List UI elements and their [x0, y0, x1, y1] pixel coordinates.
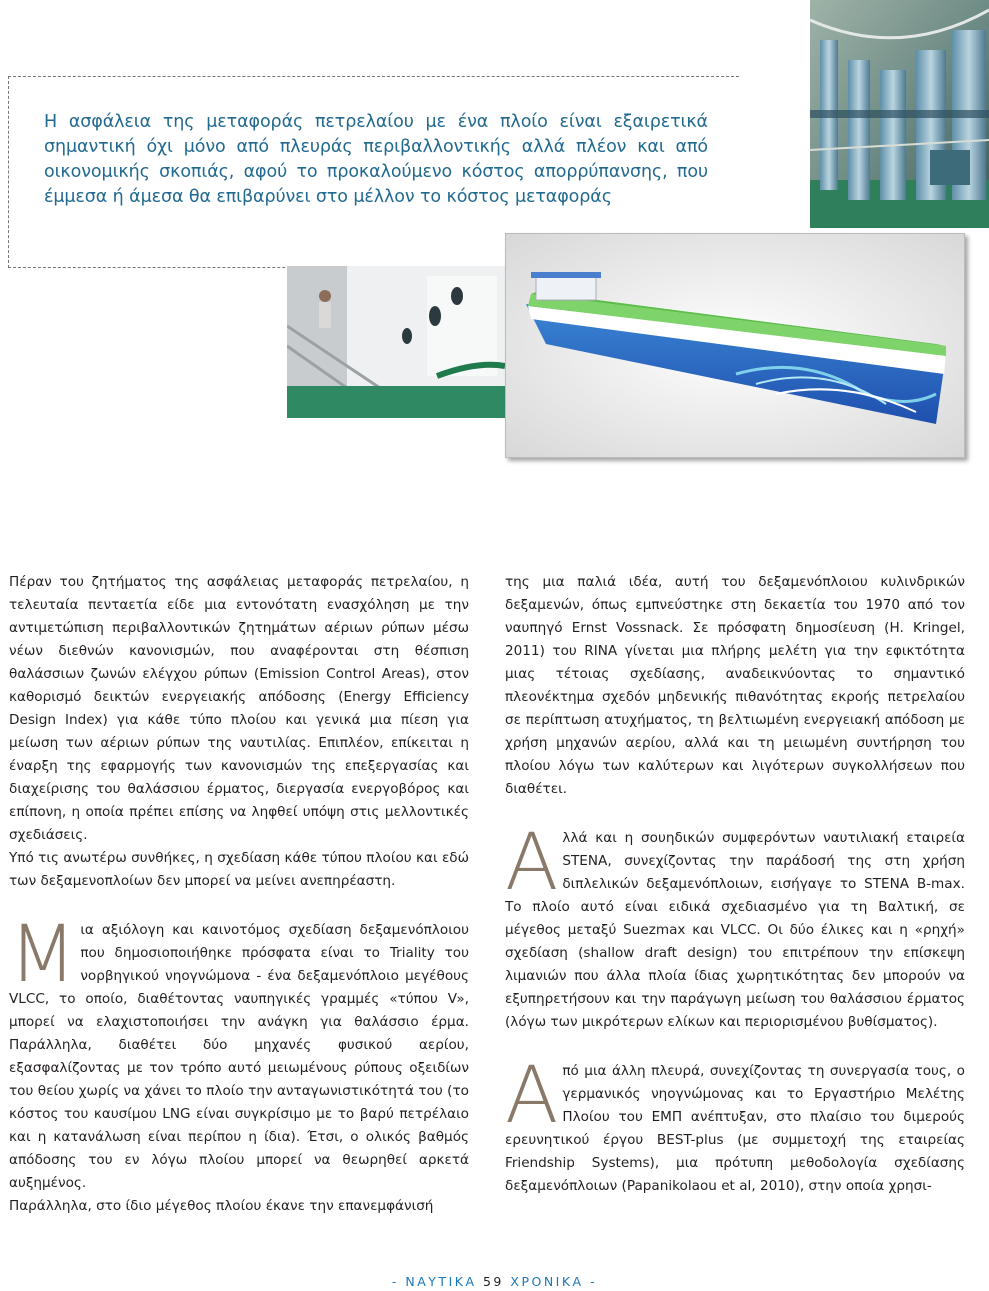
drop-cap: Μ	[9, 910, 77, 1000]
paragraph: Υπό τις ανωτέρω συνθήκες, η σχεδίαση κάθε τύπου πλοίου και εδώ των δεξαμενοπλοίων δεν μπορεί να μείνει ανεπηρέαστη.	[9, 850, 469, 889]
paragraph: Από μια άλλη πλευρά, συνεχίζοντας τη συνεργασία τους, ο γερμανικός νηογνώμονας και το Εργαστήριο Μελέτης Πλοίου του ΕΜΠ ανέπτυξαν, στο πλαίσιο του διμερούς ερευνητικού έργου BEST-plus (με συμμετοχή της εταιρείας Friendship Systems), μια πρότυπη μεθοδολογία σχεδίασης δεξαμενόπλοιων (Papanikolaou et al, 2010), στην οποία χρησι-	[505, 1051, 965, 1194]
footer-left: - ΝΑΥΤΙΚΑ	[391, 1274, 477, 1289]
drop-cap: Α	[505, 1051, 559, 1141]
paragraph: Πέραν του ζητήματος της ασφάλειας μεταφοράς πετρελαίου, η τελευταία πενταετία είδε μια εντονότατη ενασχόληση με την αντιμετώπιση περιβαλλοντικών ζητημάτων αέριων ρύπων μέσω νέων διεθνών κανονισμών, που αναφέρονται στη θέσπιση θαλάσσιων ζωνών ελέγχου ρύπων (Emission Control Areas), στον καθορισμό δεικτών ενεργειακής απόδοσης (Energy Efficiency Design Index) για κάθε τύπο πλοίου και γενικά μια πίεση για μείωση των αέριων ρύπων της ναυτιλίας. Επιπλέον, επίκειται η έναρξη της εφαρμογής των κανονισμών της επεξεργασίας και διαχείρισης του θαλάσσιου έρματος, διεργασία ενεργοβόρος και επίπονη, η οποία πρέπει επίσης να ληφθεί υπόψη στις μελλοντικές σχεδιάσεις.	[9, 574, 469, 843]
page-number: 59	[482, 1274, 504, 1289]
pullquote: Η ασφάλεια της μεταφοράς πετρελαίου με ένα πλοίο είναι εξαιρετικά σημαντική όχι μόνο από πλευράς περιβαλλοντικής αλλά πλέον και από οικονομικής σκοπιάς, αφού το προκαλούμενο κόστος απορρύπανσης, που έμμεσα ή άμεσα θα επιβαρύνει στο μέλλον το κόστος μεταφοράς	[44, 112, 708, 207]
paragraph: Μια αξιόλογη και καινοτόμος σχεδίαση δεξαμενόπλοιου που δημοσιοποιήθηκε πρόσφατα είναι το Triality του νορβηγικού νηογνώμονα - ένα δεξαμενόπλοιο μεγέθους VLCC, το οποίο, διαθέτοντας ναυπηγικές γραμμές «τύπου V», μπορεί να ελαχιστοποιήσει την ανάγκη για θαλάσσιο έρμα. Παράλληλα, διαθέτει δύο μηχανές φυσικού αερίου, εξασφαλίζοντας με τον τρόπο αυτό μειωμένους ρύπους οξειδίων του θείου χωρίς να χάνει το πλοίο την ανταγωνιστικότητά του (το κόστος του καυσίμου LNG είναι συγκρίσιμο με το βαρύ πετρέλαιο και η κατανάλωση είναι περίπου η ίδια). Έτσι, ο ολικός βαθμός απόδοσης του εν λόγω πλοίου μπορεί να θεωρηθεί αρκετά αυξημένος.	[9, 910, 469, 1191]
engine-room-photo	[810, 0, 989, 228]
ship-deck-photo	[287, 266, 505, 418]
paragraph: Αλλά και η σουηδικών συμφερόντων ναυτιλιακή εταιρεία STENA, συνεχίζοντας την παράδοσή της στη χρήση διπλελικών δεξαμενόπλοιων, εισήγαγε το STENA B-max. Το πλοίο αυτό είναι ειδικά σχεδιασμένο για τη Βαλτική, σε μέγεθος μεταξύ Suezmax και VLCC. Οι δύο έλικες και η «ρηχή» σχεδίαση (shallow draft design) του επιτρέπουν την επίσκεψη λιμανιών που άλλα πλοία ίδιας χωρητικότητας δεν μπορούν να εξυπηρετήσουν και την παράγωγη μείωση του θαλάσσιου έρματος (λόγω των μικρότερων ελίκων και περιορισμένου βυθίσματος).	[505, 818, 965, 1030]
drop-cap: Α	[505, 818, 559, 908]
paragraph: Παράλληλα, στο ίδιο μέγεθος πλοίου έκανε την επανεμφάνισή	[9, 1198, 434, 1214]
page-footer	[0, 1274, 989, 1289]
article-left-column	[9, 571, 469, 1218]
article-right-column	[505, 571, 965, 1198]
tanker-render	[505, 233, 965, 458]
paragraph: της μια παλιά ιδέα, αυτή του δεξαμενόπλοιου κυλινδρικών δεξαμενών, όπως εμπνεύστηκε στη δεκαετία του 1970 από τον ναυπηγό Ernst Vossnack. Σε πρόσφατη δημοσίευση (H. Kringel, 2011) του RINA γίνεται μια πλήρης μελέτη για την εφικτότητα μιας τέτοιας σχεδίασης, αναδεικνύοντας το σημαντικό πλεονέκτημα σχεδόν μηδενικής πιθανότητας εκροής πετρελαίου σε περίπτωση ατυχήματος, τη βελτιωμένη ενεργειακή απόδοση με χρήση μηχανών αερίου, αλλά και τη μειωμένη συντήρηση του πλοίου λόγω των καλύτερων και λιγότερων συγκολλήσεων που διαθέτει.	[505, 574, 965, 797]
footer-right: ΧΡΟΝΙΚΑ -	[510, 1274, 598, 1289]
